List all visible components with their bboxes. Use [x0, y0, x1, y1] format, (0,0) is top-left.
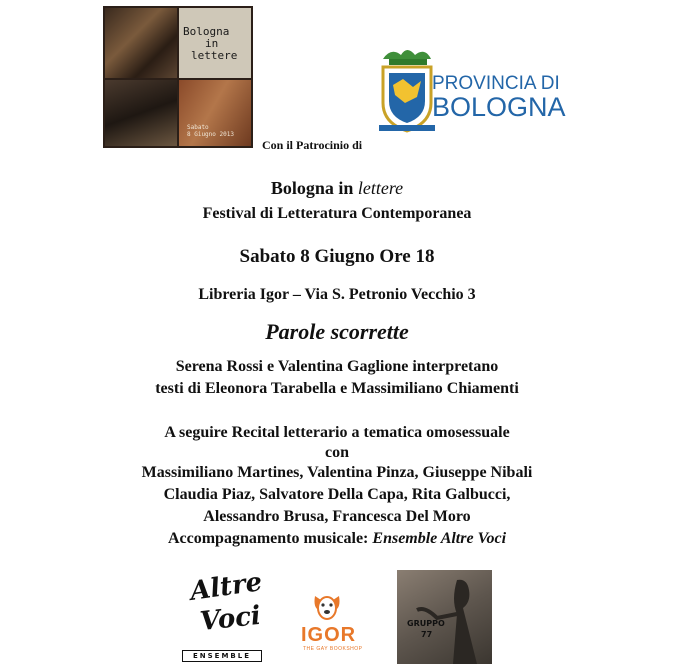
recital-line: Massimiliano Martines, Valentina Pinza, Giuseppe Nibali [141, 464, 533, 481]
festival-poster-image [103, 6, 253, 148]
event-venue: Libreria Igor – Via S. Petronio Vecchio 3 [198, 286, 476, 303]
poster-title: Bologna in lettere [183, 25, 238, 62]
gruppo-label: GRUPPO 77 [407, 619, 445, 639]
provincia-name-line2: BOLOGNA [432, 92, 566, 122]
music-credit: Accompagnamento musicale: Ensemble Altre Voci [167, 530, 507, 547]
altre-voci-logo: Altre Voci ENSEMBLE [178, 572, 264, 664]
cast-line: testi di Eleonora Tarabella e Massimiliano Chiamenti [155, 380, 519, 397]
recital-line: Alessandro Brusa, Francesca Del Moro [203, 508, 471, 525]
patrocinio-text: Con il Patrocinio di [262, 138, 363, 152]
igor-bookshop-logo: IGOR THE GAY BOOKSHOP [285, 590, 365, 660]
recital-line: con [325, 444, 349, 461]
event-date: Sabato 8 Giugno Ore 18 [239, 246, 435, 267]
cast-line: Serena Rossi e Valentina Gaglione interpretano [175, 358, 499, 375]
provincia-name-line1: PROVINCIA DI [432, 73, 560, 94]
poster-date: Sabato 8 Giugno 2013 [187, 124, 234, 138]
dog-icon [311, 590, 343, 624]
recital-line: A seguire Recital letterario a tematica omosessuale [164, 424, 510, 441]
event-title: Bologna in lettere [270, 178, 404, 198]
recital-line: Claudia Piaz, Salvatore Della Capa, Rita Galbucci, [163, 486, 511, 503]
gruppo-77-logo [397, 570, 492, 664]
event-subtitle: Festival di Letteratura Contemporanea [202, 205, 472, 222]
silhouette-photo-icon [397, 570, 492, 664]
show-title: Parole scorrette [265, 319, 409, 344]
